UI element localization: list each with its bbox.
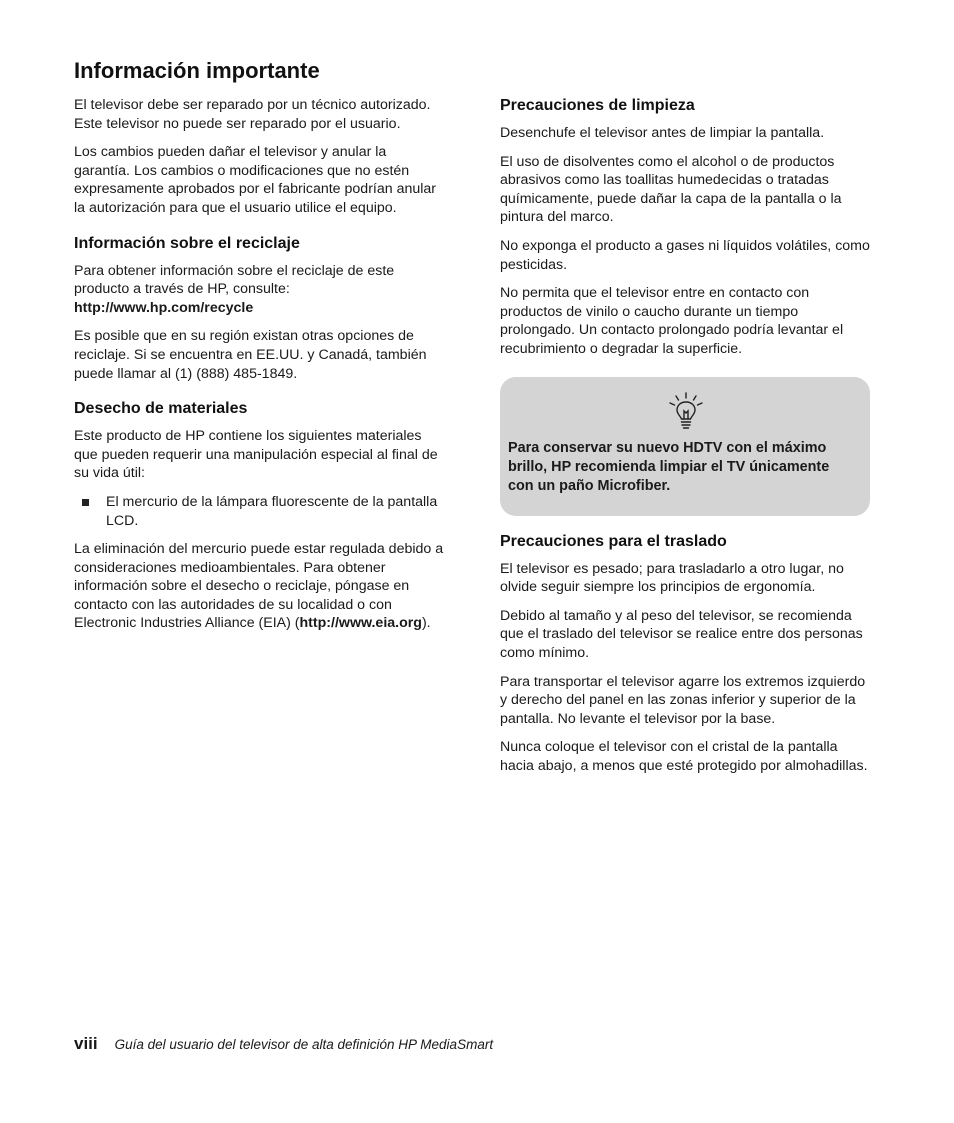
moving-paragraph: Nunca coloque el televisor con el cristal de la pantalla hacia abajo, a menos que esté protegido por almohadillas.: [500, 739, 868, 774]
recycling-paragraph: [74, 262, 444, 318]
intro-paragraph: Los cambios pueden dañar el televisor y anular la garantía. Los cambios o modificaciones que no estén expresamente aprobados por el fabricante podrían anular la autorización para que el usuario utilice el equipo.: [74, 144, 437, 216]
cleaning-paragraph: El uso de disolventes como el alcohol o de productos abrasivos como las toallitas humedecidas o tratadas químicamente, puede dañar la capa de la pantalla o la pintura del marco.: [500, 153, 842, 226]
recycling-text: Para obtener información sobre el reciclaje de este producto a través de HP, consulte:: [74, 262, 395, 298]
cleaning-paragraph: No exponga el producto a gases ni líquidos volátiles, como pesticidas.: [500, 237, 870, 273]
list-item-text: El mercurio de la lámpara fluorescente de la pantalla LCD.: [106, 493, 438, 529]
cleaning-paragraph: Desenchufe el televisor antes de limpiar la pantalla.: [500, 125, 825, 141]
recycling-paragraph: Es posible que en su región existan otras opciones de reciclaje. Si se encuentra en EE.UU. y Canadá, también puede llamar al (1) (888) 485-1849.: [74, 328, 427, 382]
footer-title: Guía del usuario del televisor de alta definición HP MediaSmart: [114, 1037, 494, 1052]
page-title: Información importante: [74, 58, 320, 83]
intro-paragraph: El televisor debe ser reparado por un técnico autorizado. Este televisor no puede ser reparado por el usuario.: [74, 97, 431, 132]
list-item: [74, 493, 444, 530]
disposal-paragraph: Este producto de HP contiene los siguientes materiales que pueden requerir una manipulación especial al final de su vida útil:: [74, 428, 438, 482]
disposal-list: [74, 493, 444, 530]
eia-link[interactable]: http://www.eia.org: [299, 615, 422, 632]
tip-box: [500, 377, 870, 516]
disposal-heading: Desecho de materiales: [74, 400, 248, 418]
tip-text: Para conservar su nuevo HDTV con el máximo brillo, HP recomienda limpiar el TV únicamente con un paño Microfiber.: [508, 439, 830, 494]
disposal-text-end: ).: [421, 615, 431, 632]
moving-paragraph: Debido al tamaño y al peso del televisor, se recomienda que el traslado del televisor se realice entre dos personas como mínimo.: [500, 607, 863, 661]
moving-paragraph: El televisor es pesado; para trasladarlo a otro lugar, no olvide seguir siempre los principios de ergonomía.: [500, 560, 844, 596]
right-column: [500, 96, 870, 785]
disposal-paragraph: [74, 540, 444, 633]
recycle-link[interactable]: http://www.hp.com/recycle: [74, 299, 254, 316]
moving-paragraph: Para transportar el televisor agarre los extremos izquierdo y derecho del panel en las zonas inferior y superior de la pantalla. No levante el televisor por la base.: [500, 673, 866, 727]
page-footer: [74, 1034, 493, 1054]
moving-heading: Precauciones para el traslado: [500, 532, 727, 550]
disposal-text: La eliminación del mercurio puede estar regulada debido a consideraciones medioambientales. Para obtener información sobre el desecho o reciclaje, póngase en contacto con las autoridades de su localidad o con Electronic Industries Alliance (EIA) (: [74, 541, 444, 632]
recycling-heading: Información sobre el reciclaje: [74, 234, 300, 252]
page-number: viii: [74, 1034, 98, 1053]
left-column: [74, 96, 444, 643]
lightbulb-icon: [666, 391, 706, 431]
cleaning-heading: Precauciones de limpieza: [500, 97, 695, 114]
bullet-square-icon: [82, 499, 89, 506]
cleaning-paragraph: No permita que el televisor entre en contacto con productos de vinilo o caucho durante un tiempo prolongado. Un contacto prolongado podría levantar el recubrimiento o degradar la superficie.: [500, 285, 844, 357]
